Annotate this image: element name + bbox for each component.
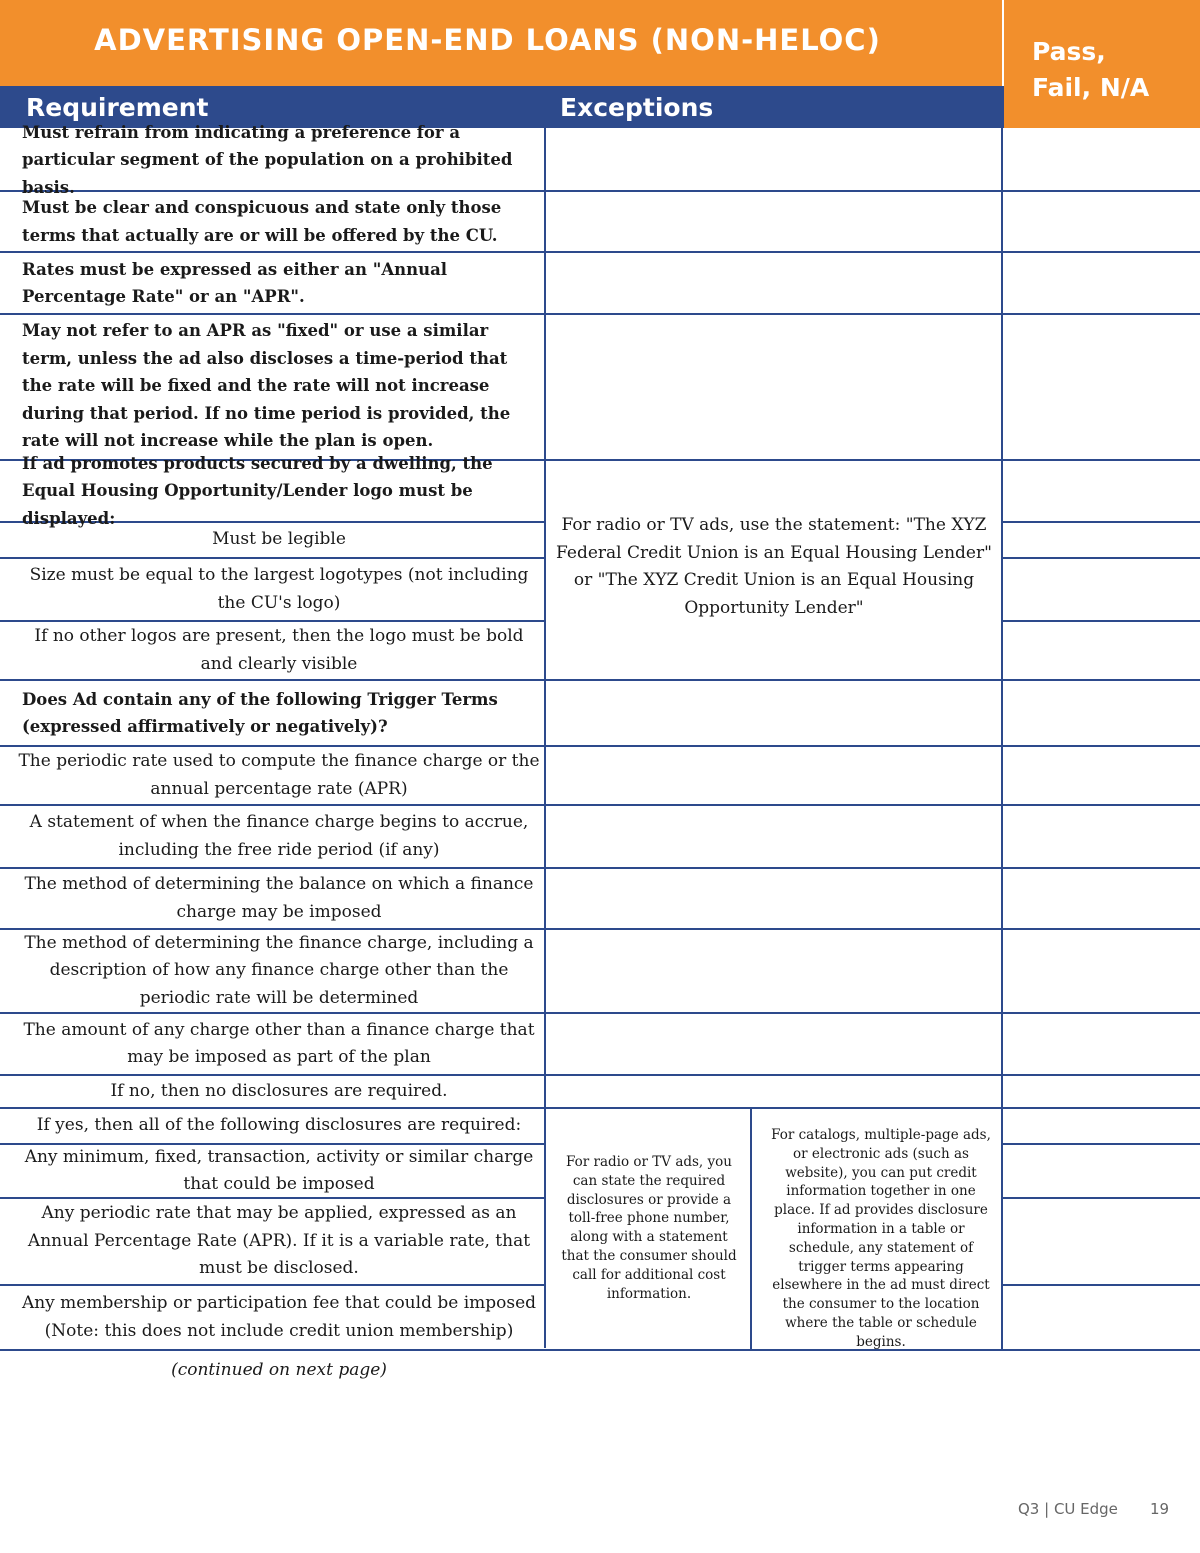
requirement-column-header: Requirement: [26, 92, 209, 122]
requirement-row: If ad promotes products secured by a dwelling, the Equal Housing Opportunity/Lender logo must be displayed:: [22, 453, 493, 528]
requirement-row: If yes, then all of the following disclosures are required:: [36, 1115, 522, 1136]
requirement-row: The method of determining the finance charge, including a description of how any finance charge other than the periodic rate will be determined: [24, 932, 534, 1008]
requirement-row: Must be legible: [212, 529, 346, 550]
requirement-row: The amount of any charge other than a finance charge that may be imposed as part of the plan: [23, 1019, 535, 1067]
requirement-row: Any periodic rate that may be applied, expressed as an Annual Percentage Rate (APR). If it is a variable rate, that must be disclosed.: [27, 1203, 531, 1279]
row-divider: [0, 1349, 1200, 1351]
pass-fail-line-2: Fail, N/A: [1032, 73, 1150, 102]
requirement-row: If no, then no disclosures are required.: [110, 1080, 448, 1101]
divider-exceptions-split: [750, 1109, 752, 1351]
requirement-row: Must be clear and conspicuous and state only those terms that actually are or will be offered by the CU.: [22, 198, 502, 245]
exception-catalogs: For catalogs, multiple-page ads, or electronic ads (such as website), you can put credit information together in one place. If ad provides disclosure information in a table or schedule, any statement of trigger terms appearing elsewhere in the ad must direct the consumer to the location where the table or schedule begins.: [771, 1127, 991, 1350]
pass-fail-label: [1032, 34, 1149, 106]
row-divider: [1001, 1197, 1200, 1199]
row-divider: [1001, 521, 1200, 523]
requirement-row: Does Ad contain any of the following Trigger Terms (expressed affirmatively or negatively)?: [22, 689, 498, 736]
divider-pass: [1001, 128, 1003, 1351]
requirement-row: Size must be equal to the largest logotypes (not including the CU's logo): [29, 565, 529, 613]
row-divider: [1001, 1284, 1200, 1286]
requirement-row: Must refrain from indicating a preference for a particular segment of the population on a prohibited basis.: [22, 122, 513, 197]
requirement-row: Any minimum, fixed, transaction, activity or similar charge that could be imposed: [24, 1146, 534, 1194]
divider-requirement: [544, 128, 546, 1348]
row-divider: [1001, 1143, 1200, 1145]
requirement-row: Rates must be expressed as either an "Annual Percentage Rate" or an "APR".: [22, 259, 448, 306]
requirement-row: The method of determining the balance on which a finance charge may be imposed: [24, 874, 534, 922]
continued-note: (continued on next page): [171, 1360, 387, 1380]
requirement-row: If no other logos are present, then the logo must be bold and clearly visible: [34, 626, 524, 674]
requirement-row: Any membership or participation fee that could be imposed (Note: this does not include credit union membership): [21, 1293, 537, 1341]
exceptions-column-header: Exceptions: [560, 92, 714, 122]
requirement-row: A statement of when the finance charge begins to accrue, including the free ride period (if any): [29, 812, 529, 860]
page-title: ADVERTISING OPEN-END LOANS (NON-HELOC): [94, 23, 881, 57]
pass-fail-line-1: Pass,: [1032, 37, 1106, 66]
exception-radio-tv: For radio or TV ads, you can state the required disclosures or provide a toll-free phone number, along with a statement that the consumer should call for additional cost information.: [561, 1154, 737, 1302]
footer-page-number: 19: [1150, 1500, 1170, 1518]
exception-equal-housing: For radio or TV ads, use the statement: "The XYZ Federal Credit Union is an Equal Housing Lender" or "The XYZ Credit Union is an Equal Housing Opportunity Lender": [556, 515, 992, 618]
row-divider: [1001, 557, 1200, 559]
requirement-row: The periodic rate used to compute the finance charge or the annual percentage rate (APR): [18, 751, 540, 799]
requirement-row: May not refer to an APR as "fixed" or use a similar term, unless the ad also discloses a time-period that the rate will be fixed and the rate will not increase during that period. If no time period is provided, the rate will not increase while the plan is open.: [22, 321, 511, 451]
pass-fail-header: [1004, 0, 1200, 128]
row-divider: [1001, 620, 1200, 622]
footer-publication: Q3 | CU Edge: [1018, 1500, 1118, 1518]
